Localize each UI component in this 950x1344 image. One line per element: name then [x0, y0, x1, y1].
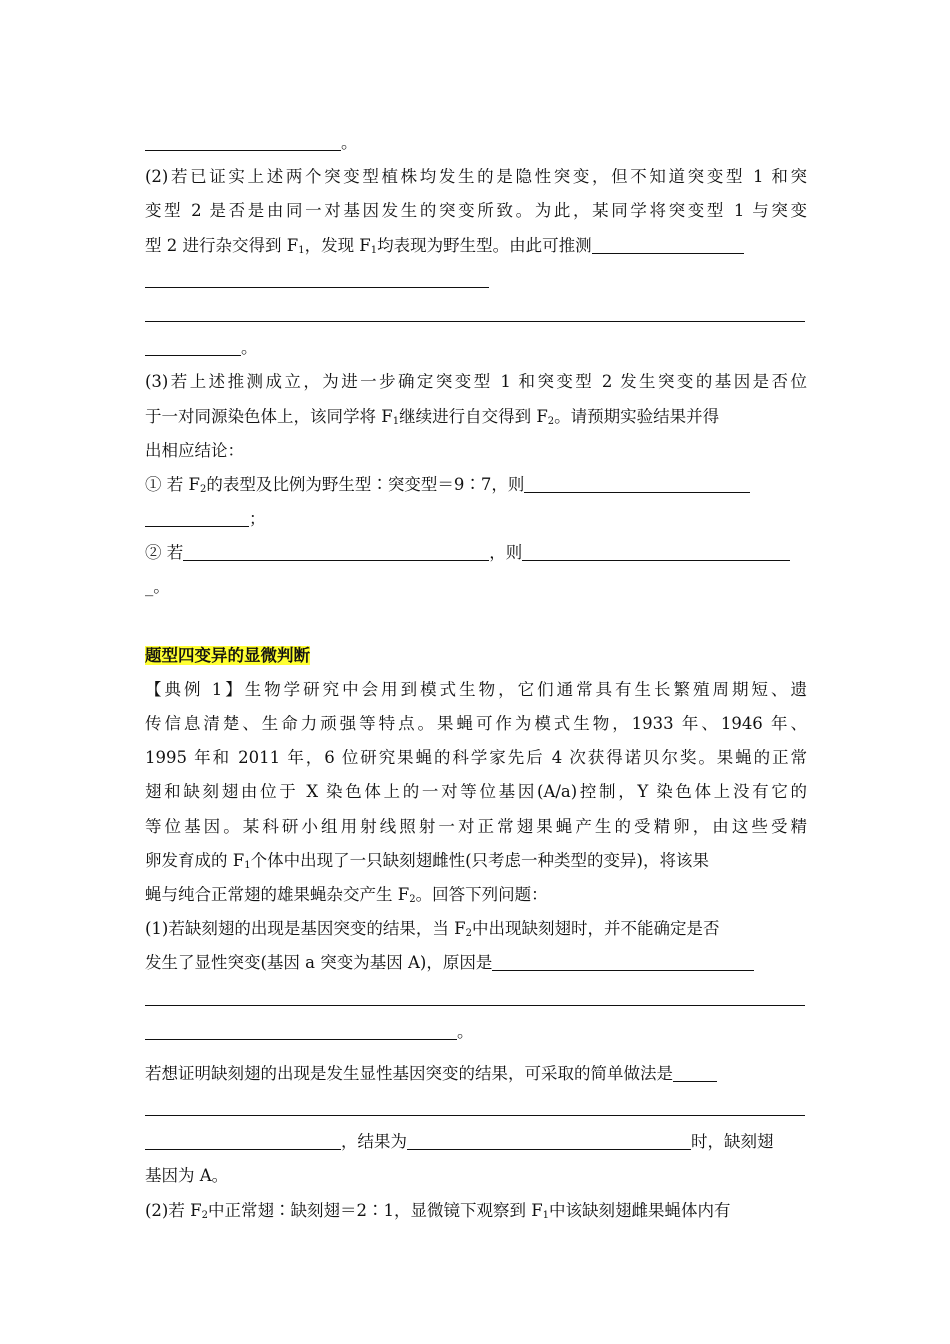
answer-blank[interactable]	[145, 1017, 457, 1040]
document-page	[145, 126, 807, 1228]
q2-line-2: 变型 2 是否是由同一对基因发生的突变所致。为此，某同学将突变型 1 与突变	[145, 201, 807, 221]
example-line-2: 传信息清楚、生命力顽强等特点。果蝇可作为模式生物，1933 年、1946 年、	[145, 714, 807, 733]
ex-q1-line-1: (1)若缺刻翅的出现是基因突变的结果，当 $F_2$中出现缺刻翅时，并不能确定是否	[145, 919, 720, 940]
answer-blank[interactable]	[145, 299, 805, 322]
answer-line: ；	[145, 502, 807, 536]
q3-line-3: 出相应结论：	[145, 440, 244, 460]
ex-p-line-3: ，结果为 时，缺刻翅	[145, 1125, 807, 1159]
answer-line	[145, 263, 807, 297]
answer-line-1: 。	[145, 126, 807, 160]
ex-p-line-1: 若想证明缺刻翅的出现是发生显性基因突变的结果，可采取的简单做法是	[145, 1057, 807, 1091]
example-line-3: 1995 年和 2011 年，6 位研究果蝇的科学家先后 4 次获得诺贝尔奖。果蝇的正常	[145, 748, 807, 768]
answer-line: 。	[145, 331, 807, 365]
example-line-4: 翅和缺刻翅由位于 X 染色体上的一对等位基因(A/a)控制，Y 染色体上没有它的	[145, 782, 807, 802]
answer-blank[interactable]	[592, 231, 744, 254]
answer-blank[interactable]	[492, 948, 754, 971]
example-line-6: 卵发育成的 $F_1$个体中出现了一只缺刻翅雌性(只考虑一种类型的变异)，将该果	[145, 850, 709, 871]
option-1: ① 若 $F_2$的表型及比例为野生型∶突变型＝9∶7，则	[145, 468, 807, 502]
answer-blank[interactable]	[522, 538, 790, 561]
answer-blank[interactable]	[145, 1093, 805, 1116]
answer-line	[145, 297, 807, 331]
answer-blank[interactable]	[145, 128, 341, 151]
example-line-5: 等位基因。某科研小组用射线照射一对正常翅果蝇产生的受精卵，由这些受精	[145, 816, 807, 836]
ex-q1-line-2: 发生了显性突变(基因 a 突变为基因 A)，原因是	[145, 946, 807, 980]
answer-line	[145, 981, 807, 1015]
answer-blank[interactable]	[407, 1127, 691, 1150]
answer-blank[interactable]	[145, 333, 241, 356]
answer-blank[interactable]	[145, 504, 249, 527]
q3-line-2: 于一对同源染色体上，该同学将 $F_1$继续进行自交得到 $F_2$。请预期实验结果并得	[145, 406, 720, 427]
example-line-1: 【典例 1】生物学研究中会用到模式生物，它们通常具有生长繁殖周期短、遗	[145, 679, 807, 699]
answer-line	[145, 1091, 807, 1125]
answer-line: 。	[145, 1015, 807, 1049]
example-line-7: 蝇与纯合正常翅的雄果蝇杂交产生 $F_2$。回答下列问题：	[145, 884, 548, 905]
answer-blank[interactable]	[524, 470, 750, 493]
option-2: ② 若 ，则	[145, 536, 807, 570]
answer-line: _。	[145, 577, 170, 597]
answer-blank[interactable]	[183, 538, 489, 561]
answer-blank[interactable]	[145, 1127, 341, 1150]
q3-line-1: (3)若上述推测成立，为进一步确定突变型 1 和突变型 2 发生突变的基因是否位	[145, 372, 807, 392]
q2-line-3: 型 2 进行杂交得到 $F_1$，发现 $F_1$均表现为野生型。由此可推测	[145, 229, 807, 263]
ex-q2-line-1: (2)若 $F_2$中正常翅∶缺刻翅＝2∶1，显微镜下观察到 $F_1$中该缺刻翅雌果蝇体内有	[145, 1200, 731, 1221]
ex-p-line-4: 基因为 A。	[145, 1166, 229, 1186]
answer-blank[interactable]	[145, 983, 805, 1006]
answer-blank[interactable]	[673, 1059, 717, 1082]
answer-blank[interactable]	[145, 265, 489, 288]
section-title: 题型四变异的显微判断	[145, 645, 310, 665]
q2-line-1: (2)若已证实上述两个突变型植株均发生的是隐性突变，但不知道突变型 1 和突	[145, 167, 807, 187]
